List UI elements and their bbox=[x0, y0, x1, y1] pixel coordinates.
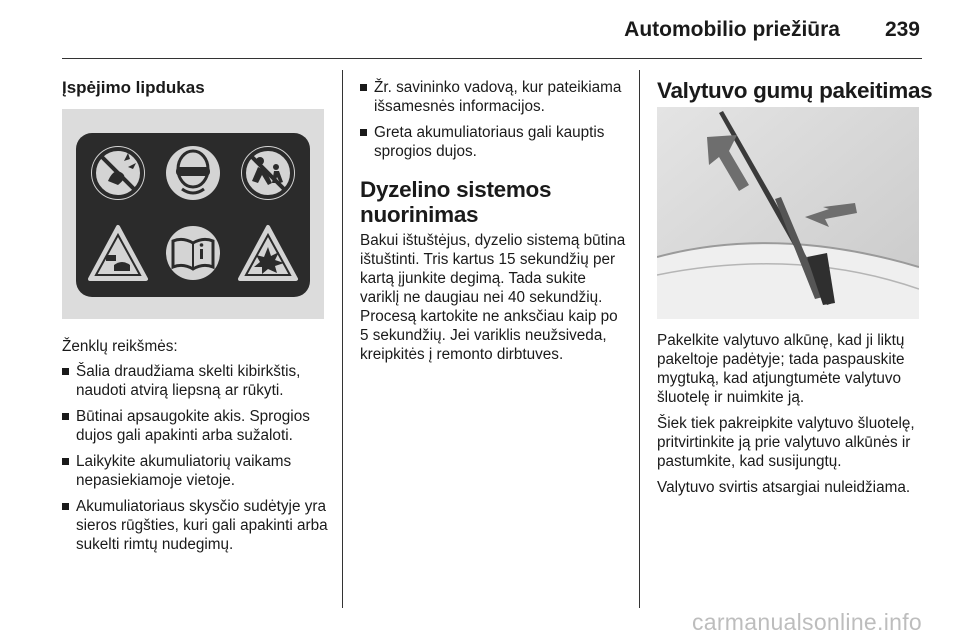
column-divider-2 bbox=[639, 70, 640, 608]
list-item bbox=[62, 362, 330, 400]
column-wiper-blade bbox=[657, 72, 933, 504]
list-item-text: Žr. savininko vadovą, kur pateikiama išsamesnės informacijos. bbox=[374, 79, 622, 115]
sign-meanings-intro: Ženklų reikšmės: bbox=[62, 338, 178, 355]
warning-label-heading: Įspėjimo lipdukas bbox=[62, 78, 205, 97]
bullet-square-icon bbox=[62, 458, 69, 465]
eye-protection-icon bbox=[166, 146, 220, 200]
battery-warning-label-figure bbox=[62, 109, 324, 319]
diesel-bleeding-heading: Dyzelino sistemos nuorinimas bbox=[360, 177, 552, 227]
wiper-blade-heading: Valytuvo gumų pakeitimas bbox=[657, 78, 933, 103]
wiper-step-2: Šiek tiek pakreipkite valytuvo šluotelę, pritvirtinkite ją prie valytuvo alkūnės ir pastumkite, kad susijungtų. bbox=[657, 415, 915, 470]
bullet-square-icon bbox=[62, 503, 69, 510]
page-number: 239 bbox=[884, 18, 920, 41]
list-item bbox=[62, 497, 330, 554]
bullet-square-icon bbox=[360, 84, 367, 91]
page-header-title: Automobilio priežiūra bbox=[624, 18, 840, 41]
sign-meanings-list bbox=[62, 362, 330, 554]
list-item-text: Šalia draudžiama skelti kibirkštis, naudoti atvirą liepsną ar rūkyti. bbox=[76, 363, 301, 399]
wiper-step-1: Pakelkite valytuvo alkūnę, kad ji liktų pakeltoje padėtyje; tada paspauskite mygtuką, kad atjungtumėte valytuvo šluotelę ir nuimkite ją. bbox=[657, 332, 905, 406]
wiper-blade-illustration bbox=[657, 107, 919, 319]
read-manual-icon bbox=[166, 226, 220, 280]
list-item-text: Greta akumuliatoriaus gali kauptis sprogios dujos. bbox=[374, 124, 605, 160]
list-item bbox=[62, 407, 330, 445]
battery-warning-signs-illustration bbox=[62, 109, 324, 319]
list-item bbox=[360, 123, 628, 161]
keep-children-away-icon bbox=[241, 146, 295, 200]
wiper-blade-figure bbox=[657, 107, 919, 319]
watermark-text: carmanualsonline.info bbox=[691, 609, 922, 635]
no-flame-icon bbox=[91, 146, 145, 200]
bullet-square-icon bbox=[360, 129, 367, 136]
list-item-text: Laikykite akumuliatorių vaikams nepasiekiamoje vietoje. bbox=[76, 453, 292, 489]
diesel-bleeding-body: Bakui ištuštėjus, dyzelio sistemą būtina ištuštinti. Tris kartus 15 sekundžių per kartą įjunkite degimą. Tada sukite variklį ne daugiau nei 40 sekundžių. Procesą kartokite ne anksčiau kaip po 5 sekundžių. Jei variklis neužsiveda, kreipkitės į remonto dirbtuves. bbox=[360, 232, 626, 363]
bullet-square-icon bbox=[62, 413, 69, 420]
list-item-text: Būtinai apsaugokite akis. Sprogios dujos gali apakinti arba sužaloti. bbox=[76, 408, 310, 444]
list-item bbox=[62, 452, 330, 490]
column-divider-1 bbox=[342, 70, 343, 608]
header-rule bbox=[62, 58, 922, 59]
bullet-square-icon bbox=[62, 368, 69, 375]
list-item bbox=[360, 78, 628, 116]
column-diesel-bleeding bbox=[360, 72, 628, 371]
wiper-step-3: Valytuvo svirtis atsargiai nuleidžiama. bbox=[657, 479, 911, 496]
sign-meanings-list-continued bbox=[360, 78, 628, 161]
column-warning-label bbox=[62, 72, 330, 561]
list-item-text: Akumuliatoriaus skysčio sudėtyje yra sieros rūgšties, kuri gali apakinti arba sukelti rimtų nudegimų. bbox=[76, 498, 328, 553]
